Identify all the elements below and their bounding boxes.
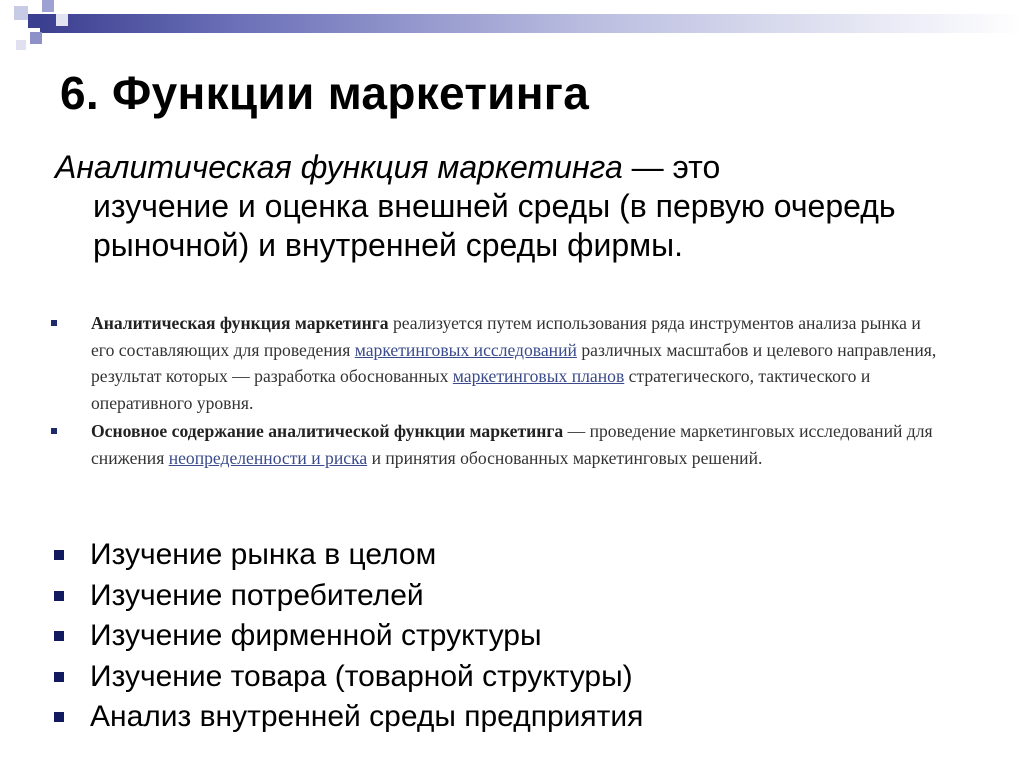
detail-term: Аналитическая функция маркетинга xyxy=(91,313,389,333)
square-bullet-icon xyxy=(54,550,64,560)
header-gradient-bar xyxy=(40,14,1024,33)
intro-dash-text: — это xyxy=(622,149,721,185)
detail-item xyxy=(48,418,938,471)
detail-text: и принятия обоснованных маркетинговых решений. xyxy=(367,447,763,468)
list-item-text: Изучение товара (товарной структуры) xyxy=(90,659,633,693)
list-item xyxy=(52,657,952,698)
square-bullet-icon xyxy=(54,672,64,682)
list-item xyxy=(52,697,952,738)
decor-square xyxy=(56,14,68,26)
list-item-text: Изучение потребителей xyxy=(90,578,424,612)
list-item xyxy=(52,616,952,657)
slide-title: 6. Функции маркетинга xyxy=(60,67,590,119)
link-marketing-research[interactable]: маркетинговых исследований xyxy=(354,339,577,360)
square-bullet-icon xyxy=(51,320,57,326)
square-bullet-icon xyxy=(54,591,64,601)
decor-square xyxy=(30,32,42,44)
link-marketing-plans[interactable]: маркетинговых планов xyxy=(452,366,625,386)
detail-item xyxy=(48,310,938,416)
intro-first-line xyxy=(55,148,955,187)
detail-text: реализуется путем использования ряда инструментов анализа рынка и его составляющих для проведения xyxy=(91,313,921,360)
decor-square xyxy=(16,40,26,50)
list-item-text: Изучение фирменной структуры xyxy=(90,619,542,652)
decor-square xyxy=(28,14,42,28)
decor-square xyxy=(14,6,28,20)
square-bullet-icon xyxy=(51,428,57,434)
function-list xyxy=(52,535,952,738)
detail-term: Основное содержание аналитической функции маркетинга xyxy=(91,421,564,441)
detail-text: — проведение маркетинговых исследований для снижения xyxy=(91,421,933,468)
decor-square xyxy=(42,0,54,12)
list-item-text: Изучение рынка в целом xyxy=(90,538,437,571)
list-item xyxy=(52,535,952,576)
square-bullet-icon xyxy=(54,712,64,722)
list-item-text: Анализ внутренней среды предприятия xyxy=(90,700,644,733)
intro-italic-term: Аналитическая функция маркетинга xyxy=(55,149,623,185)
intro-paragraph xyxy=(55,148,955,265)
square-bullet-icon xyxy=(54,631,64,641)
list-item xyxy=(52,576,952,617)
intro-rest-text: изучение и оценка внешней среды (в первую очередь рыночной) и внутренней среды фирмы. xyxy=(93,188,896,263)
link-uncertainty-risk[interactable]: неопределенности и риска xyxy=(168,447,368,468)
detail-text: различных масштабов и целевого направления, результат которых — разработка обоснованных xyxy=(91,339,937,386)
detail-list xyxy=(48,310,938,473)
decorative-header-bar xyxy=(0,0,1024,60)
detail-text: стратегического, тактического и оперативного уровня. xyxy=(91,366,871,413)
